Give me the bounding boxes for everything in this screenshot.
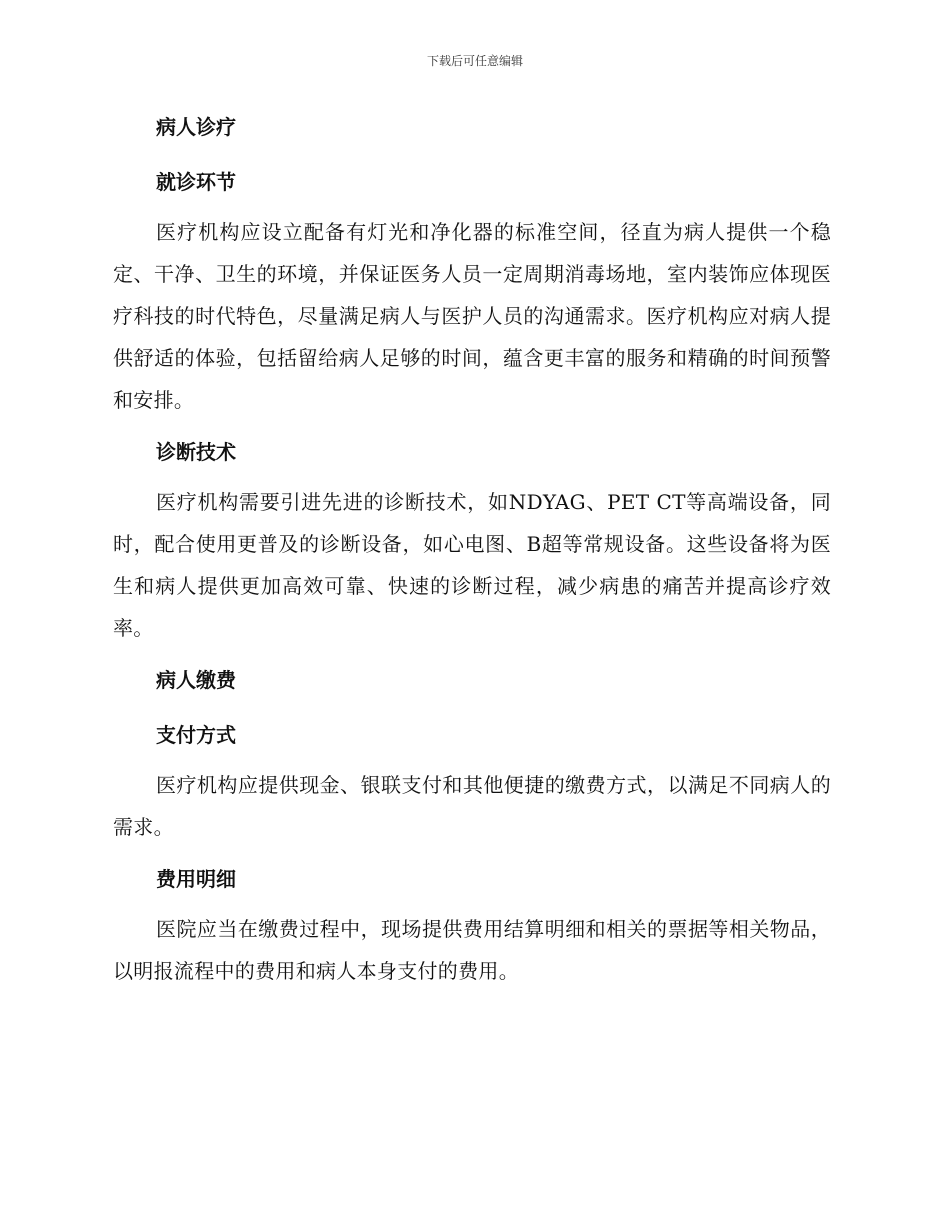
heading-patient-payment: 病人缴费 <box>156 668 236 692</box>
heading-visit-process: 就诊环节 <box>156 170 236 194</box>
heading-payment-methods: 支付方式 <box>156 723 236 747</box>
page-header-note: 下载后可任意编辑 <box>426 54 523 68</box>
paragraph-payment-methods: 医疗机构应提供现金、银联支付和其他便捷的缴费方式，以满足不同病人的需求。 <box>113 773 831 839</box>
paragraph-diagnostic-technology: 医疗机构需要引进先进的诊断技术，如NDYAG、PET CT等高端设备，同时，配合使用更普及的诊断设备，如心电图、B超等常规设备。这些设备将为医生和病人提供更加高效可靠、快速的诊断过程，减少病患的痛苦并提高诊疗效率。 <box>113 490 831 640</box>
paragraph-fee-details: 医院应当在缴费过程中，现场提供费用结算明细和相关的票据等相关物品，以明报流程中的费用和病人本身支付的费用。 <box>113 917 831 983</box>
document-body <box>113 110 831 1006</box>
heading-diagnostic-technology: 诊断技术 <box>156 440 236 464</box>
paragraph-visit-process: 医疗机构应设立配备有灯光和净化器的标准空间，径直为病人提供一个稳定、干净、卫生的环境，并保证医务人员一定周期消毒场地，室内装饰应体现医疗科技的时代特色，尽量满足病人与医护人员的沟通需求。医疗机构应对病人提供舒适的体验，包括留给病人足够的时间，蕴含更丰富的服务和精确的时间预警和安排。 <box>113 220 831 412</box>
heading-patient-treatment: 病人诊疗 <box>156 115 236 139</box>
heading-fee-details: 费用明细 <box>156 867 236 891</box>
